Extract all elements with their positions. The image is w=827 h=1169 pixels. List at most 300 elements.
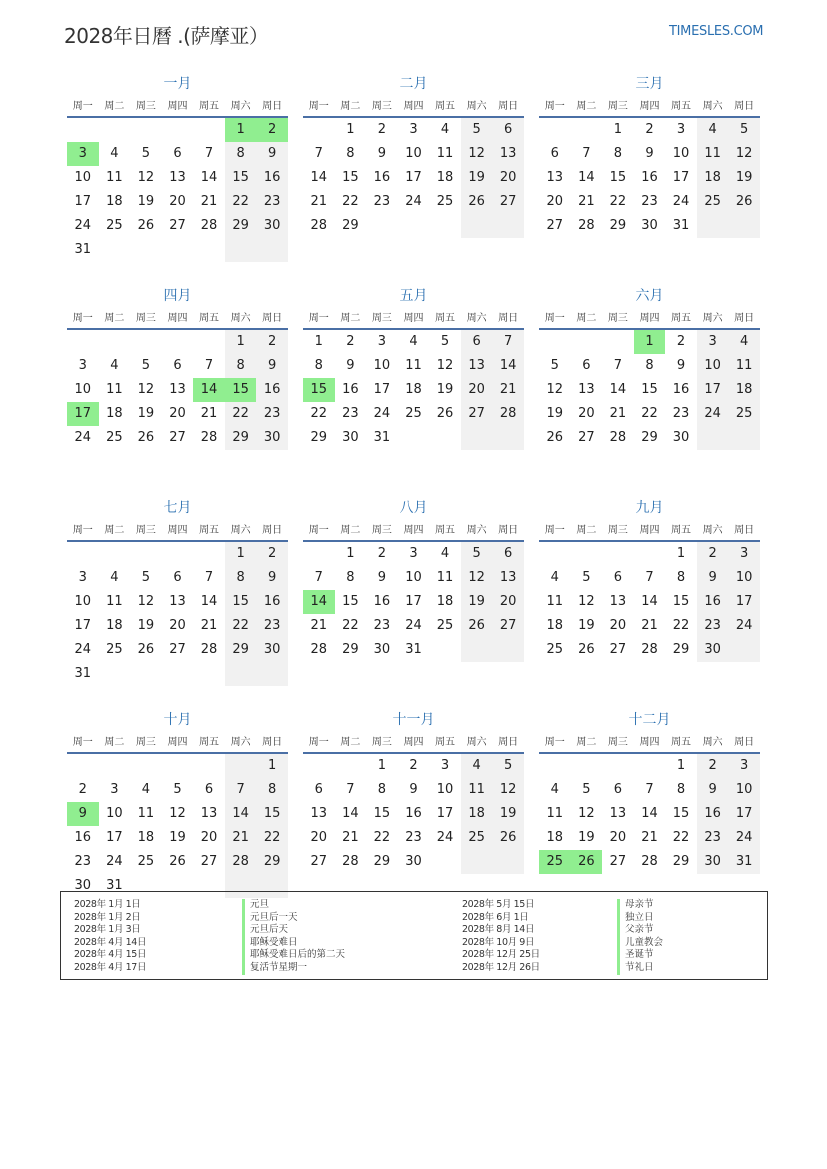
day-cell: 13 (546, 170, 564, 185)
day-cell: 3 (78, 570, 87, 585)
day-cell: 16 (672, 382, 690, 397)
day-cell: 27 (461, 402, 493, 426)
legend-date: 2028年 4月 14日 (74, 936, 147, 948)
day-cell: 27 (492, 614, 524, 638)
weekday-label: 周一 (308, 101, 329, 112)
empty-day-cell (634, 754, 666, 778)
day-cell: 7 (645, 782, 654, 797)
legend-date: 2028年 4月 15日 (74, 949, 147, 961)
day-cell: 18 (405, 382, 422, 397)
day-cell: 20 (200, 830, 218, 845)
holiday-day-cell: 17 (67, 402, 99, 426)
weekday-label: 周六 (466, 313, 487, 324)
weekday-header (67, 519, 288, 542)
legend-holiday-name: 元旦后一天 (242, 912, 298, 925)
day-cell: 21 (200, 406, 218, 421)
day-cell: 8 (314, 358, 323, 373)
day-cell: 20 (461, 378, 493, 402)
day-cell: 23 (342, 406, 359, 421)
empty-day-cell (99, 662, 131, 686)
day-cell: 27 (310, 854, 328, 869)
day-cell: 15 (225, 590, 257, 614)
day-cell: 29 (310, 430, 328, 445)
day-cell: 2 (78, 782, 87, 797)
day-cell: 5 (461, 118, 493, 142)
holiday-legend (60, 891, 768, 980)
empty-day-cell (492, 426, 524, 450)
empty-day-cell (130, 542, 162, 566)
day-cell: 22 (609, 194, 627, 209)
day-cell: 13 (310, 806, 328, 821)
day-cell: 4 (110, 570, 119, 585)
empty-day-cell (492, 638, 524, 662)
day-cell: 29 (672, 854, 690, 869)
empty-day-cell (130, 754, 162, 778)
day-cell: 24 (728, 826, 760, 850)
day-cell: 29 (225, 638, 257, 662)
day-cell: 9 (346, 358, 355, 373)
day-cell: 14 (342, 806, 359, 821)
day-cell: 22 (225, 614, 257, 638)
day-cell: 5 (550, 358, 559, 373)
day-cell: 7 (204, 358, 214, 373)
day-cell: 3 (110, 782, 119, 797)
weekday-label: 周四 (403, 737, 424, 748)
day-cell: 26 (461, 190, 493, 214)
day-cell: 11 (137, 806, 155, 821)
weekday-label: 周日 (734, 101, 755, 112)
day-cell: 21 (310, 194, 328, 209)
weekday-header (539, 307, 760, 330)
day-cell: 2 (256, 542, 288, 566)
day-cell: 20 (310, 830, 328, 845)
weekday-label: 周六 (702, 101, 723, 112)
day-cell: 5 (141, 358, 151, 373)
month-calendar (67, 497, 288, 689)
legend-item (462, 937, 663, 950)
day-cell: 22 (310, 406, 328, 421)
day-cell: 19 (578, 830, 595, 845)
day-cell: 18 (436, 170, 454, 185)
day-cell: 18 (546, 830, 564, 845)
legend-item (74, 899, 345, 912)
empty-day-cell (256, 662, 288, 686)
day-cell: 10 (106, 806, 123, 821)
weekday-label: 周二 (340, 525, 361, 536)
day-cell: 18 (697, 166, 729, 190)
weekday-label: 周二 (576, 101, 597, 112)
day-cell: 26 (169, 854, 186, 869)
weekday-label: 周四 (167, 525, 188, 536)
weekday-label: 周日 (498, 101, 519, 112)
day-cell: 17 (697, 378, 729, 402)
legend-item (462, 912, 663, 925)
day-cell: 5 (173, 782, 182, 797)
empty-day-cell (461, 426, 493, 450)
weekday-header (303, 519, 524, 542)
day-grid (303, 542, 524, 662)
weekday-label: 周一 (544, 525, 565, 536)
day-cell: 8 (346, 570, 355, 585)
empty-day-cell (193, 238, 225, 262)
day-cell: 15 (609, 170, 627, 185)
empty-day-cell (193, 662, 225, 686)
day-grid (67, 118, 288, 262)
weekday-label: 周四 (403, 525, 424, 536)
empty-day-cell (67, 754, 99, 778)
empty-day-cell (697, 426, 729, 450)
day-cell: 6 (173, 146, 182, 161)
day-cell: 12 (137, 594, 155, 609)
day-cell: 4 (409, 334, 418, 349)
empty-day-cell (303, 754, 335, 778)
day-cell: 6 (550, 146, 559, 161)
day-cell: 13 (169, 170, 186, 185)
day-cell: 13 (492, 566, 524, 590)
day-cell: 10 (74, 170, 92, 185)
day-cell: 6 (613, 570, 623, 585)
day-cell: 17 (373, 382, 391, 397)
day-cell: 14 (641, 594, 658, 609)
legend-holiday-name: 父亲节 (617, 924, 654, 937)
month-name: 五月 (399, 288, 428, 304)
day-cell: 20 (609, 618, 627, 633)
weekday-label: 周二 (576, 525, 597, 536)
day-cell: 15 (342, 594, 359, 609)
day-cell: 29 (609, 218, 627, 233)
holiday-day-cell: 15 (225, 378, 257, 402)
day-cell: 27 (609, 854, 627, 869)
day-cell: 5 (461, 542, 493, 566)
weekday-label: 周日 (262, 101, 283, 112)
day-cell: 11 (436, 570, 454, 585)
weekday-label: 周三 (607, 313, 628, 324)
day-cell: 24 (405, 194, 422, 209)
day-grid (303, 754, 524, 874)
empty-day-cell (130, 238, 162, 262)
empty-day-cell (539, 330, 571, 354)
day-cell: 4 (550, 570, 559, 585)
day-cell: 9 (676, 358, 686, 373)
day-cell: 1 (346, 546, 355, 561)
day-cell: 19 (137, 406, 155, 421)
day-cell: 20 (492, 166, 524, 190)
empty-day-cell (162, 754, 194, 778)
day-cell: 25 (697, 190, 729, 214)
day-cell: 25 (436, 618, 454, 633)
day-cell: 8 (645, 358, 654, 373)
month-name: 十一月 (392, 712, 435, 728)
day-cell: 4 (461, 754, 493, 778)
day-cell: 12 (137, 170, 155, 185)
day-cell: 24 (436, 830, 454, 845)
day-cell: 10 (405, 146, 422, 161)
day-grid (539, 118, 760, 238)
day-cell: 18 (461, 802, 493, 826)
day-cell: 22 (342, 194, 359, 209)
month-calendar (539, 497, 760, 689)
day-cell: 19 (137, 618, 155, 633)
day-cell: 23 (697, 826, 729, 850)
weekday-label: 周五 (435, 313, 456, 324)
day-cell: 25 (546, 642, 564, 657)
month-name: 十二月 (628, 712, 671, 728)
day-cell: 22 (672, 830, 690, 845)
weekday-label: 周三 (371, 101, 392, 112)
day-cell: 16 (697, 802, 729, 826)
day-cell: 26 (436, 406, 454, 421)
day-cell: 13 (169, 594, 186, 609)
month-calendar (539, 285, 760, 477)
month-name: 一月 (163, 76, 192, 92)
empty-day-cell (697, 214, 729, 238)
day-cell: 9 (697, 778, 729, 802)
day-cell: 15 (256, 802, 288, 826)
legend-item (74, 962, 345, 975)
holiday-day-cell: 14 (303, 590, 335, 614)
weekday-header (539, 95, 760, 118)
weekday-label: 周三 (607, 101, 628, 112)
day-cell: 27 (492, 190, 524, 214)
day-cell: 3 (728, 754, 760, 778)
day-cell: 26 (137, 642, 155, 657)
empty-day-cell (193, 754, 225, 778)
month-calendar (303, 497, 524, 689)
day-cell: 19 (461, 590, 493, 614)
day-cell: 11 (106, 594, 123, 609)
day-cell: 24 (373, 406, 391, 421)
weekday-label: 周五 (199, 525, 220, 536)
empty-day-cell (162, 662, 194, 686)
day-cell: 8 (613, 146, 623, 161)
month-calendar (539, 709, 760, 901)
empty-day-cell (99, 238, 131, 262)
day-cell: 19 (436, 382, 454, 397)
brand-link[interactable]: TIMESLES.COM (669, 24, 764, 39)
day-cell: 29 (373, 854, 391, 869)
day-cell: 30 (256, 214, 288, 238)
day-cell: 7 (582, 146, 591, 161)
month-name: 六月 (635, 288, 664, 304)
weekday-label: 周六 (702, 737, 723, 748)
empty-day-cell (162, 542, 194, 566)
day-cell: 9 (645, 146, 654, 161)
weekday-label: 周六 (466, 525, 487, 536)
legend-date: 2028年 12月 26日 (462, 961, 540, 973)
weekday-label: 周日 (262, 313, 283, 324)
day-cell: 16 (405, 806, 422, 821)
empty-day-cell (398, 214, 430, 238)
day-cell: 23 (405, 830, 422, 845)
legend-holiday-name: 耶稣受难日后的第二天 (242, 949, 345, 962)
legend-date: 2028年 10月 9日 (462, 936, 535, 948)
weekday-label: 周五 (671, 101, 692, 112)
day-cell: 1 (377, 758, 387, 773)
empty-day-cell (67, 330, 99, 354)
day-cell: 28 (342, 854, 359, 869)
weekday-label: 周一 (308, 525, 329, 536)
day-cell: 27 (169, 218, 186, 233)
day-cell: 5 (141, 570, 151, 585)
day-cell: 21 (225, 826, 257, 850)
legend-date: 2028年 1月 2日 (74, 911, 141, 923)
day-cell: 23 (74, 854, 92, 869)
day-cell: 29 (225, 214, 257, 238)
empty-day-cell (492, 850, 524, 874)
weekday-label: 周四 (167, 101, 188, 112)
day-cell: 2 (409, 758, 418, 773)
day-cell: 23 (256, 614, 288, 638)
weekday-label: 周二 (340, 313, 361, 324)
day-cell: 26 (137, 218, 155, 233)
day-cell: 28 (492, 402, 524, 426)
weekday-label: 周五 (671, 313, 692, 324)
day-cell: 26 (728, 190, 760, 214)
legend-holiday-name: 圣诞节 (617, 949, 654, 962)
weekday-header (303, 731, 524, 754)
day-cell: 16 (342, 382, 359, 397)
day-cell: 31 (373, 430, 391, 445)
legend-item (462, 962, 663, 975)
day-cell: 10 (672, 146, 690, 161)
legend-holiday-name: 儿童教会 (617, 937, 663, 950)
day-cell: 4 (110, 146, 119, 161)
day-cell: 16 (373, 170, 391, 185)
day-cell: 10 (405, 570, 422, 585)
weekday-label: 周一 (308, 313, 329, 324)
weekday-label: 周日 (734, 525, 755, 536)
legend-holiday-name: 节礼日 (617, 962, 654, 975)
day-cell: 2 (377, 546, 387, 561)
holiday-day-cell: 2 (256, 118, 288, 142)
day-cell: 29 (256, 850, 288, 874)
day-cell: 26 (137, 430, 155, 445)
day-cell: 29 (225, 426, 257, 450)
day-cell: 12 (578, 806, 595, 821)
empty-day-cell (67, 118, 99, 142)
day-cell: 19 (546, 406, 564, 421)
day-cell: 14 (492, 354, 524, 378)
legend-holiday-name: 元旦后天 (242, 924, 288, 937)
day-cell: 24 (697, 402, 729, 426)
day-cell: 9 (697, 566, 729, 590)
day-cell: 11 (405, 358, 422, 373)
day-cell: 31 (74, 242, 92, 257)
weekday-header (67, 95, 288, 118)
weekday-label: 周六 (230, 101, 251, 112)
empty-day-cell (193, 542, 225, 566)
empty-day-cell (461, 214, 493, 238)
empty-day-cell (429, 426, 461, 450)
empty-day-cell (99, 542, 131, 566)
empty-day-cell (162, 238, 194, 262)
day-cell: 7 (314, 570, 323, 585)
day-cell: 31 (405, 642, 422, 657)
day-cell: 7 (346, 782, 355, 797)
day-cell: 29 (672, 642, 690, 657)
weekday-label: 周三 (607, 525, 628, 536)
day-cell: 10 (728, 566, 760, 590)
day-cell: 12 (169, 806, 186, 821)
weekday-header (539, 519, 760, 542)
day-cell: 6 (492, 118, 524, 142)
day-cell: 4 (141, 782, 151, 797)
day-cell: 15 (672, 806, 690, 821)
day-cell: 17 (74, 618, 92, 633)
day-cell: 21 (578, 194, 595, 209)
weekday-label: 周四 (167, 313, 188, 324)
month-name: 三月 (635, 76, 664, 92)
months-grid (67, 73, 760, 901)
legend-holiday-name: 耶稣受难日 (242, 937, 298, 950)
day-cell: 15 (641, 382, 658, 397)
empty-day-cell (398, 426, 430, 450)
day-cell: 30 (641, 218, 658, 233)
day-cell: 29 (342, 218, 359, 233)
day-grid (539, 754, 760, 874)
day-cell: 24 (106, 854, 123, 869)
day-cell: 26 (546, 430, 564, 445)
day-cell: 8 (225, 354, 257, 378)
weekday-label: 周五 (671, 525, 692, 536)
day-cell: 27 (169, 642, 186, 657)
day-cell: 3 (676, 122, 686, 137)
day-cell: 28 (200, 642, 218, 657)
day-cell: 13 (492, 142, 524, 166)
day-cell: 19 (578, 618, 595, 633)
weekday-label: 周二 (104, 737, 125, 748)
month-name: 七月 (163, 500, 192, 516)
day-cell: 23 (256, 402, 288, 426)
day-cell: 14 (609, 382, 627, 397)
day-cell: 13 (461, 354, 493, 378)
weekday-label: 周二 (576, 313, 597, 324)
empty-day-cell (602, 754, 634, 778)
day-cell: 11 (106, 382, 123, 397)
day-cell: 4 (110, 358, 119, 373)
weekday-label: 周四 (639, 101, 660, 112)
weekday-label: 周五 (435, 737, 456, 748)
weekday-label: 周四 (403, 313, 424, 324)
empty-day-cell (130, 662, 162, 686)
day-cell: 22 (225, 402, 257, 426)
empty-day-cell (162, 330, 194, 354)
day-cell: 19 (461, 166, 493, 190)
day-cell: 6 (173, 358, 182, 373)
weekday-label: 周日 (262, 737, 283, 748)
day-cell: 17 (405, 170, 422, 185)
day-cell: 22 (672, 618, 690, 633)
day-cell: 20 (492, 590, 524, 614)
month-calendar (539, 73, 760, 265)
weekday-label: 周二 (104, 313, 125, 324)
weekday-label: 周日 (262, 525, 283, 536)
empty-day-cell (256, 238, 288, 262)
day-cell: 28 (578, 218, 595, 233)
day-grid (539, 542, 760, 662)
empty-day-cell (225, 662, 257, 686)
day-cell: 27 (546, 218, 564, 233)
legend-date: 2028年 5月 15日 (462, 899, 535, 910)
day-cell: 23 (373, 194, 391, 209)
legend-holiday-name: 独立日 (617, 912, 654, 925)
day-cell: 20 (169, 194, 186, 209)
empty-day-cell (303, 118, 335, 142)
day-cell: 16 (256, 166, 288, 190)
day-cell: 22 (342, 618, 359, 633)
day-cell: 5 (492, 754, 524, 778)
day-cell: 16 (256, 378, 288, 402)
